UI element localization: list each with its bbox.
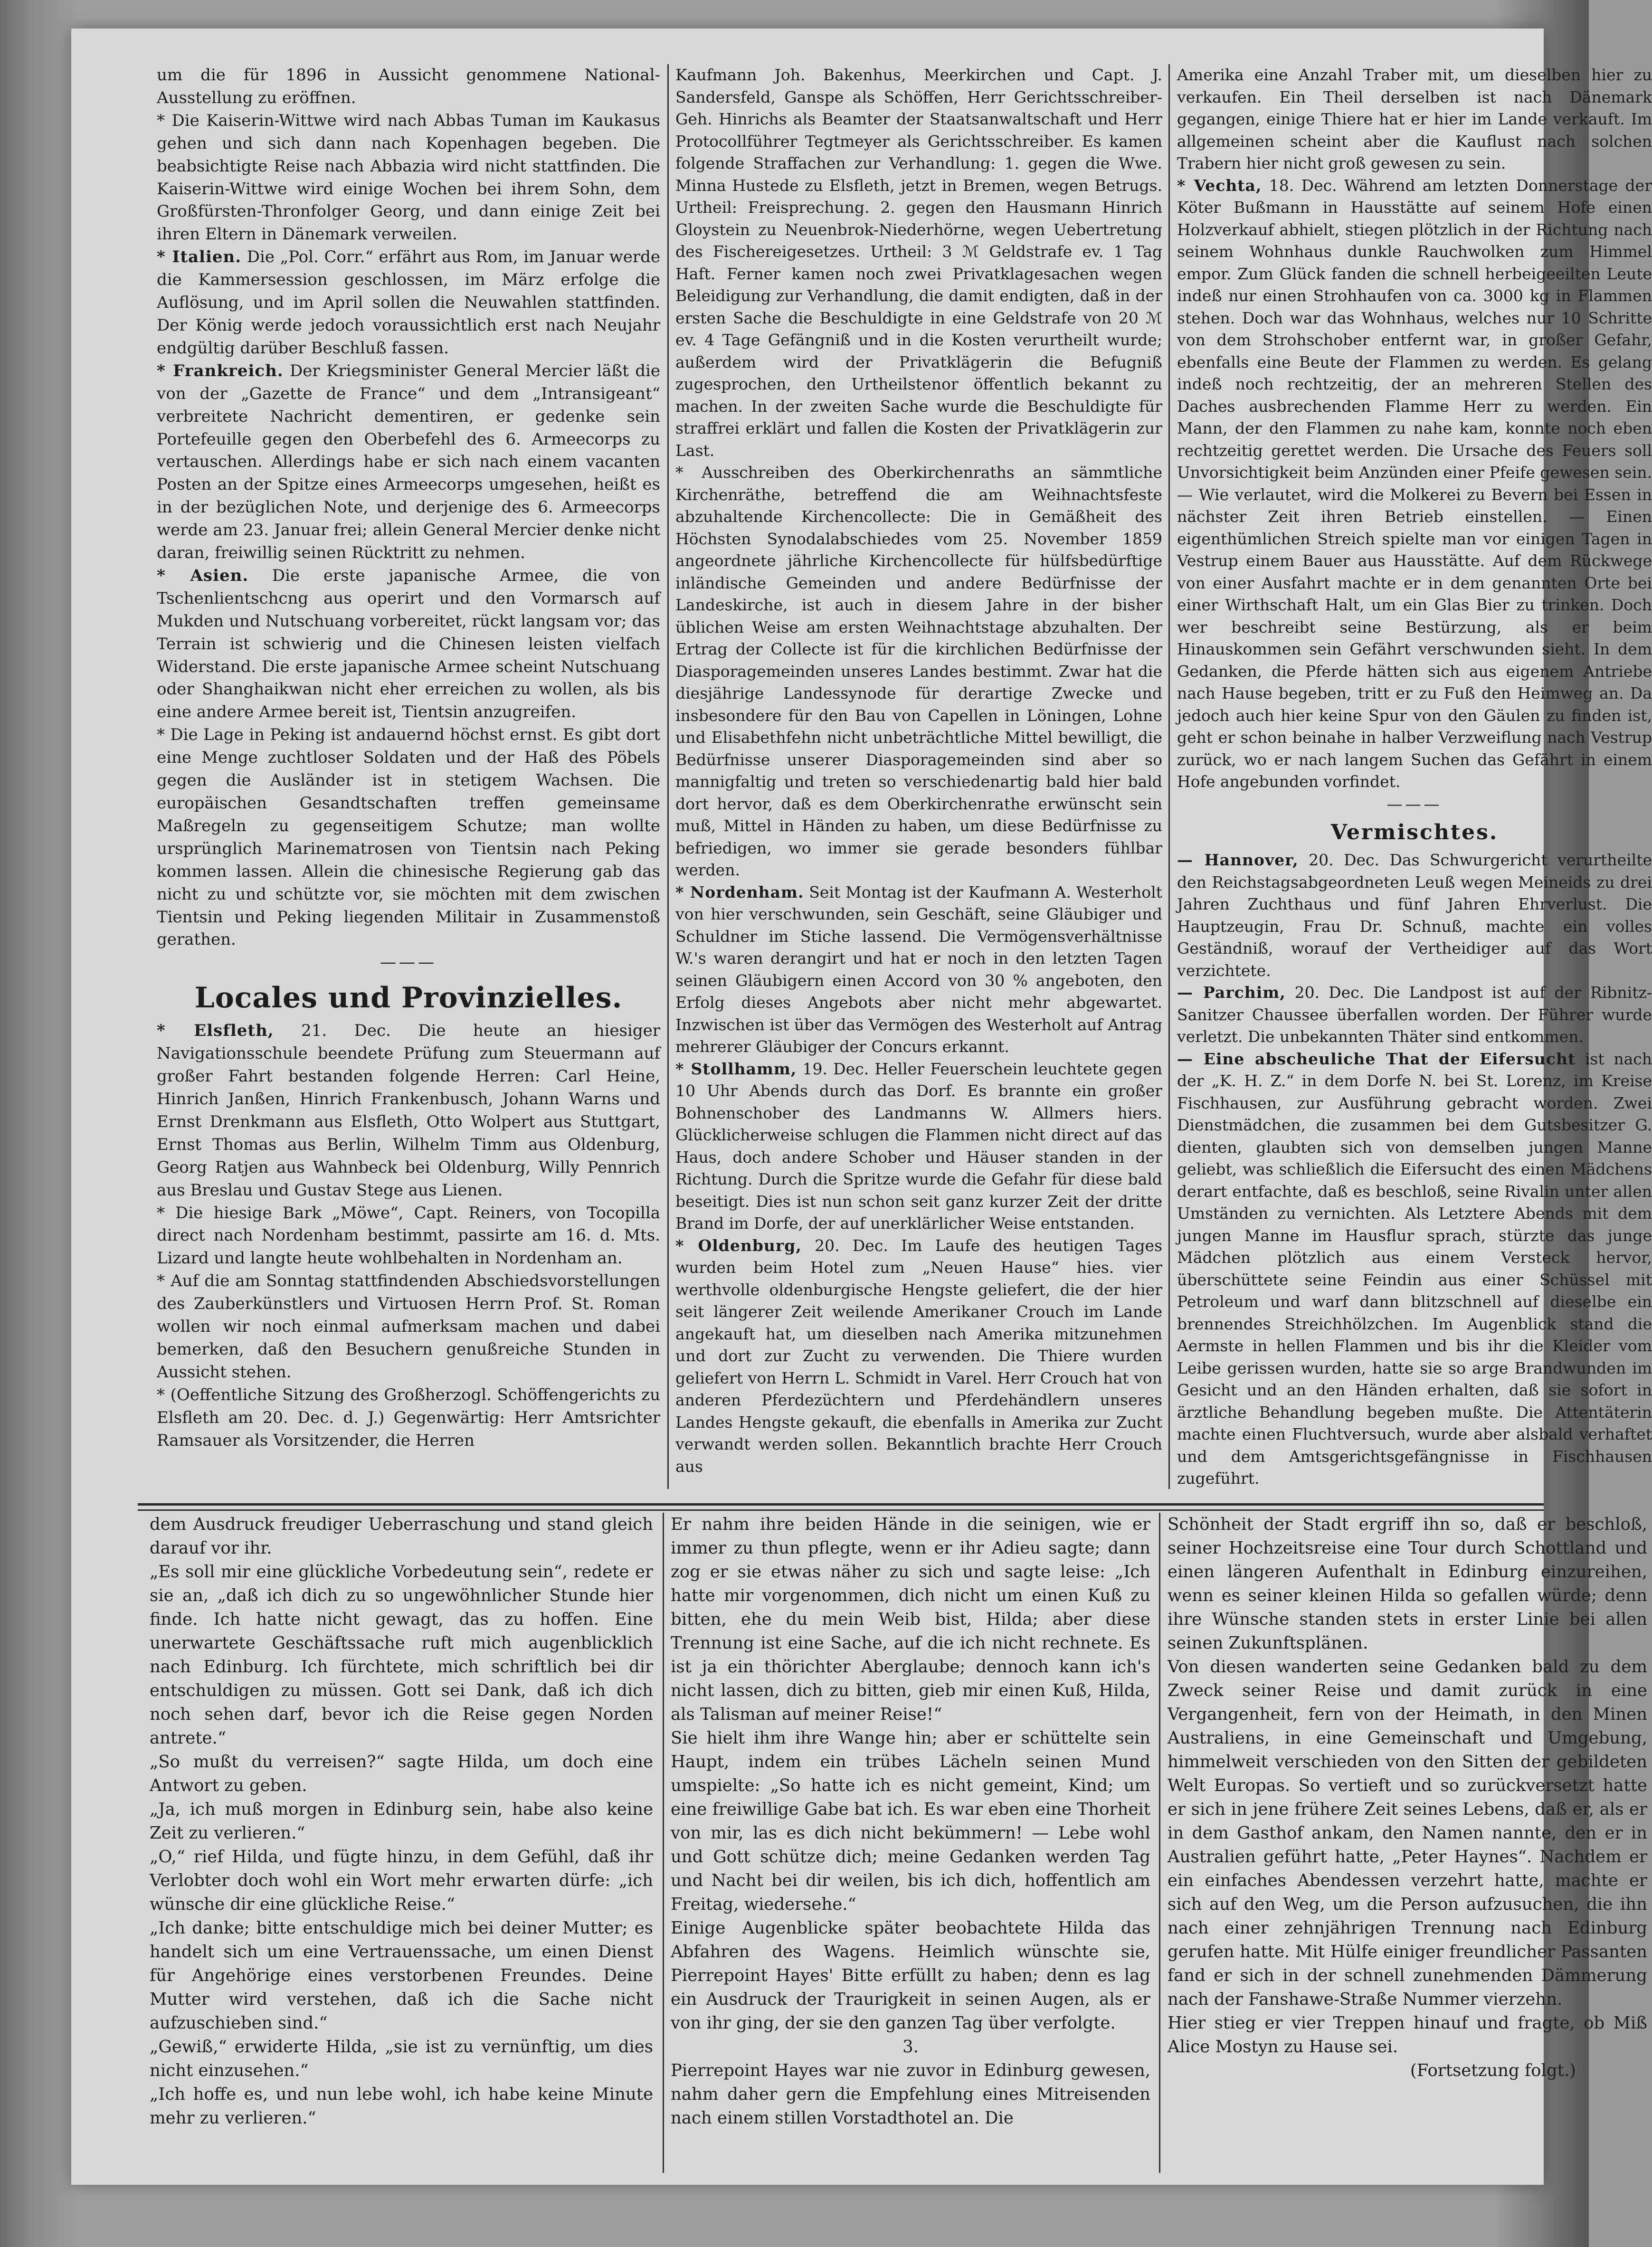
dateline: — Parchim, bbox=[1177, 983, 1286, 1002]
feuilleton-column-2 bbox=[671, 1513, 1150, 2178]
continuation-note: (Fortsetzung folgt.) bbox=[1410, 2061, 1576, 2080]
dateline: * Vechta, bbox=[1177, 176, 1262, 195]
paragraph-text: „O,“ rief Hilda, und fügte hinzu, in dem Gefühl, daß ihr Verlobter doch wohl ein Wort mehr erwarten dürfe: „ich wünsche dir eine glückliche Reise.“ bbox=[150, 1847, 653, 1914]
dateline: * Italien. bbox=[157, 247, 242, 267]
article-paragraph bbox=[157, 360, 660, 565]
article-paragraph bbox=[1168, 1655, 1647, 2011]
paragraph-text: * Die Lage in Peking ist andauernd höchst ernst. Es gibt dort eine Menge zuchtloser Soldaten und der Haß des Pöbels gegen die Ausländer ist in stetigem Wachsen. Die europäischen Gesandtschaften treffen gemeinsame Maßregeln zu gegenseitigem Schutze; man wollte ursprünglich Marinematrosen von Tientsin nach Peking kommen lassen. Allein die chinesische Regierung gab das nicht zu und schützte vor, sie möchten mit dem zwischen Tientsin und Peking liegenden Militair in Zusammenstoß gerathen. bbox=[157, 725, 660, 949]
article-paragraph bbox=[1177, 64, 1652, 175]
article-paragraph bbox=[157, 1384, 660, 1452]
article-paragraph bbox=[157, 1202, 660, 1270]
feuilleton-column-3 bbox=[1168, 1513, 1647, 2178]
paragraph-text: „Ich hoffe es, und nun lebe wohl, ich habe keine Minute mehr zu verlieren.“ bbox=[150, 2085, 653, 2128]
feuilleton-separator-thin bbox=[138, 1509, 1544, 1511]
article-paragraph bbox=[150, 1916, 653, 2035]
dateline: — Eine abscheuliche That der Eifersucht bbox=[1177, 1049, 1576, 1068]
paragraph-text: „Es soll mir eine glückliche Vorbedeutung sein“, redete er sie an, „daß ich dich zu so ungewöhnlicher Stunde hier finde. Ich hatte nicht gewagt, das zu hoffen. Eine unerwartete Geschäftssache ruft mich augenblicklich nach Edinburg. Ich fürchtete, mich schriftlich bei dir entschuldigen zu müssen. Gott sei Dank, daß ich dich noch sehen darf, bevor ich die Reise gegen Norden antrete.“ bbox=[150, 1562, 653, 1748]
paragraph-text: Sie hielt ihm ihre Wange hin; aber er schüttelte sein Haupt, indem ein trübes Lächeln seinen Mund umspielte: „So hatte ich es nicht gemeint, Kind; um eine freiwillige Gabe bat ich. Es war eben eine Thorheit von mir, las es dich nicht bekümmern! — Lebe wohl und Gott schütze dich; meine Gedanken werden Tag und Nacht bei dir weilen, bis ich dich, hoffentlich am Freitag, wiedersehe.“ bbox=[671, 1728, 1150, 1914]
column-rule-1 bbox=[667, 64, 669, 1489]
dateline: * Asien. bbox=[157, 566, 249, 585]
paragraph-text: Seit Montag ist der Kaufmann A. Westerholt von hier verschwunden, sein Geschäft, seine Gläubiger und Schuldner im Stiche lassend. Die Vermögensverhältnisse W.'s waren derangirt und hat er noch in den letzten Tagen seinen Gläubigern einen Accord von 30 % angeboten, den Erfolg dieses Angebots aber nicht mehr abgewartet. Inzwischen ist über das Vermögen des Westerholt auf Antrag mehrerer Gläubiger der Concurs erkannt. bbox=[675, 882, 1162, 1056]
article-paragraph bbox=[675, 1058, 1162, 1235]
dateline: * Stollhamm, bbox=[675, 1059, 797, 1078]
article-paragraph bbox=[671, 1916, 1150, 2035]
dateline: * Oldenburg, bbox=[675, 1236, 802, 1255]
paragraph-text: Kaufmann Joh. Bakenhus, Meerkirchen und Capt. J. Sandersfeld, Ganspe als Schöffen, Herr Gerichtsschreiber-Geh. Hinrichs als Beamter der Staatsanwaltschaft und Herr Protocollführer Tegtmeyer als Gerichtsschreiber. Es kamen folgende Straffachen zur Verhandlung: 1. gegen die Wwe. Minna Hustede zu Elsfleth, jetzt in Bremen, wegen Betrugs. Urtheil: Freisprechung. 2. gegen den Hausmann Hinrich Gloystein zu Neuenbrok-Niederhörne, wegen Uebertretung des Fischereigesetzes. Urtheil: 3 ℳ Geldstrafe ev. 1 Tag Haft. Ferner kamen noch zwei Privatklagesachen wegen Beleidigung zur Verhandlung, die damit endigten, daß in der ersten Sache die Beschuldigte in eine Geldstrafe von 20 ℳ ev. 4 Tage Gefängniß und in die Kosten verurtheilt wurde; außerdem wird der Privatklägerin die Befugniß zugesprochen, den Urtheilstenor öffentlich bekannt zu machen. In der zweiten Sache wurde die Beschuldigte für straffrei erklärt und fallen die Kosten der Privatklägerin zur Last. bbox=[675, 66, 1162, 460]
article-paragraph bbox=[675, 1235, 1162, 1478]
dateline: * Frankreich. bbox=[157, 361, 284, 380]
article-paragraph bbox=[1177, 1048, 1652, 1490]
article-paragraph bbox=[157, 246, 660, 360]
paragraph-text: 18. Dec. Während am letzten Donnerstage der Köter Bußmann in Hausstätte auf seinem Hofe einen Holzverkauf abhielt, stiegen plötzlich in der Richtung nach seinem Wohnhaus dunkle Rauchwolken zum Himmel empor. Zum Glück fanden die schnell herbeigeeilten Leute indeß nur einen Strohhaufen von ca. 3000 kg in Flammen stehen. Doch war das Wohnhaus, welches nur 10 Schritte von dem Strohschober entfernt war, in großer Gefahr, ebenfalls eine Beute der Flammen zu werden. Es gelang indeß noch rechtzeitig, der an mehreren Stellen des Daches ausbrechenden Flamme Herr zu werden. Ein Mann, der den Flammen zu nahe kam, konnte noch eben rechtzeitig gerettet werden. Die Ursache des Feuers soll Unvorsichtigkeit beim Anzünden einer Pfeife gewesen sein. — Wie verlautet, wird die Molkerei zu Bevern bei Essen in nächster Zeit ihren Betrieb einstellen. — Einen eigenthümlichen Streich spielte man vor einigen Tagen in Vestrup einem Bauer aus Hausstätte. Auf dem Rückwege von einer Ausfahrt machte er in dem genannten Orte bei einer Wirthschaft Halt, um ein Glas Bier zu trinken. Doch wer beschreibt seine Bestürzung, als er beim Hinauskommen sein Gefährt verschwunden sieht. In dem Gedanken, die Pferde hätten sich aus eigenem Antriebe nach Hause begeben, tritt er zu Fuß den Heimweg an. Da jedoch auch hier keine Spur von den Gäulen zu finden ist, geht er schon beinahe in halber Verzweiflung nach Vestrup zurück, wo er nach langem Suchen das Gefährt in einem Hofe angebunden vorfindet. bbox=[1177, 176, 1652, 791]
section-header: Locales und Provinzielles. bbox=[194, 981, 623, 1015]
article-paragraph bbox=[150, 1750, 653, 1798]
article-paragraph bbox=[150, 1798, 653, 1845]
paragraph-text: Amerika eine Anzahl Traber mit, um dieselben hier zu verkaufen. Ein Theil derselben ist nach Dänemark gegangen, einige Thiere hat er hier im Lande verkauft. Im allgemeinen scheint aber die Kauflust nach solchen Trabern hier nicht groß gewesen zu sein. bbox=[1177, 66, 1652, 172]
paragraph-text: ist nach der „K. H. Z.“ in dem Dorfe N. bei St. Lorenz, im Kreise Fischhausen, zur Ausführung gebracht worden. Zwei Dienstmädchen, die zusammen bei dem Gutsbesitzer G. dienten, glaubten sich von demselben jungen Manne geliebt, was schließlich die Eifersucht des einen Mädchens derart entfachte, daß es beschloß, seine Rivalin unter allen Umständen zu vernichten. Als Letztere Abends mit dem jungen Manne im Hausflur sprach, stürzte das junge Mädchen plötzlich aus einem Versteck hervor, überschüttete seine Feindin aus einer Schüssel mit Petroleum und warf dann blitzschnell auf dieselbe ein brennendes Streichhölzchen. Im Augenblick stand die Aermste in hellen Flammen und bis ihr die Kleider vom Leibe gerissen wurden, hatte sie so arge Brandwunden im Gesicht und an den Händen erhalten, daß sie sofort in ärztliche Behandlung begeben mußte. Die Attentäterin machte einen Fluchtversuch, wurde aber alsbald verhaftet und dem Amtsgerichtsgefängnisse in Fischhausen zugeführt. bbox=[1177, 1049, 1652, 1488]
article-paragraph bbox=[157, 565, 660, 724]
newspaper-page bbox=[71, 28, 1652, 2185]
article-paragraph bbox=[157, 64, 660, 110]
article-paragraph bbox=[671, 1513, 1150, 1726]
article-paragraph bbox=[150, 1560, 653, 1750]
dateline: — Hannover, bbox=[1177, 851, 1299, 869]
paragraph-text: Einige Augenblicke später beobachtete Hilda das Abfahren des Wagens. Heimlich wünschte sie, Pierrepoint Hayes' Bitte erfüllt zu haben; denn es lag ein Ausdruck der Traurigkeit in seinen Augen, als er von ihr ging, der sie den ganzen Tag über verfolgte. bbox=[671, 1918, 1150, 2033]
article-paragraph bbox=[157, 724, 660, 951]
upper-column-2 bbox=[675, 64, 1162, 1491]
article-paragraph bbox=[675, 64, 1162, 462]
upper-column-3 bbox=[1177, 64, 1652, 1491]
chapter-number: 3. bbox=[902, 2037, 919, 2057]
paragraph-text: Pierrepoint Hayes war nie zuvor in Edinburg gewesen, nahm daher gern die Empfehlung eines Mitreisenden nach einem stillen Vorstadthotel an. Die bbox=[671, 2061, 1150, 2128]
paragraph-text: Der Kriegsminister General Mercier läßt die von der „Gazette de France“ und dem „Intransigeant“ verbreitete Nachricht dementiren, er gedenke sein Portefeuille gegen den Oberbefehl des 6. Armeecorps zu vertauschen. Allerdings habe er sich nach einem vacanten Posten an der Spitze eines Armeecorps umgesehen, heißt es in der bezüglichen Note, und derjenige des 6. Armeecorps werde am 23. Januar frei; allein General Mercier denke nicht daran, freiwillig seinen Rücktritt zu nehmen. bbox=[157, 361, 660, 563]
section-header: Vermischtes. bbox=[1330, 820, 1499, 844]
column-rule-2 bbox=[1168, 64, 1170, 1489]
paragraph-text: „Ja, ich muß morgen in Edinburg sein, habe also keine Zeit zu verlieren.“ bbox=[150, 1800, 653, 1843]
feuilleton-rule-1 bbox=[663, 1513, 664, 2173]
paragraph-text: Schönheit der Stadt ergriff ihn so, daß er beschloß, seiner Hochzeitsreise eine Tour durch Schottland und einen längeren Aufenthalt in Edinburg einzureihen, wenn es seiner kleinen Hilda so gefallen würde; denn ihre Wünsche standen stets in erster Linie bei allen seinen Zukunftsplänen. bbox=[1168, 1515, 1647, 1653]
paragraph-text: Er nahm ihre beiden Hände in die seinigen, wie er immer zu thun pflegte, wenn er ihr Adieu sagte; dann zog er sie etwas näher zu sich und sagte leise: „Ich hatte mir vorgenommen, dich nicht um einen Kuß zu bitten, ehe du mein Weib bist, Hilda; aber diese Trennung ist eine Sache, auf die ich nicht rechnete. Es ist ja ein thörichter Aberglaube; dennoch kann ich's nicht lassen, dich zu bitten, gieb mir einen Kuß, Hilda, als Talisman auf meiner Reise!“ bbox=[671, 1515, 1150, 1724]
paragraph-text: 21. Dec. Die heute an hiesiger Navigationsschule beendete Prüfung zum Steuermann auf großer Fahrt bestanden folgende Herren: Carl Heine, Hinrich Janßen, Hinrich Frankenbusch, Johann Warns und Ernst Drenkmann aus Elsfleth, Otto Wolpert aus Stuttgart, Ernst Thomas aus Berlin, Wilhelm Timm aus Oldenburg, Georg Ratjen aus Wahnbeck bei Oldenburg, Willy Pennrich aus Breslau und Gustav Stege aus Lienen. bbox=[157, 1021, 661, 1200]
article-paragraph bbox=[157, 110, 660, 246]
article-paragraph bbox=[157, 1270, 660, 1384]
article-paragraph bbox=[157, 1020, 660, 1202]
paragraph-text: * Die Kaiserin-Wittwe wird nach Abbas Tuman im Kaukasus gehen und sich dann nach Kopenhagen begeben. Die beabsichtigte Reise nach Abbazia wird nicht stattfinden. Die Kaiserin-Wittwe wird einige Wochen bei ihrem Sohn, dem Großfürsten-Thronfolger Georg, und dann einige Zeit bei ihren Eltern in Dänemark verweilen. bbox=[157, 111, 660, 244]
paragraph-text: * (Oeffentliche Sitzung des Großherzogl. Schöffengerichts zu Elsfleth am 20. Dec. d. J.) Gegenwärtig: Herr Amtsrichter Ramsauer als Vorsitzender, die Herren bbox=[157, 1385, 660, 1450]
article-paragraph bbox=[1177, 982, 1652, 1048]
paragraph-text: 20. Dec. Das Schwurgericht verurtheilte den Reichstagsabgeordneten Leuß wegen Meineids zu drei Jahren Zuchthaus und fünf Jahren Ehrverlust. Die Hauptzeugin, Frau Dr. Schnuß, machte ein volles Geständniß, worauf der Vertheidiger auf das Wort verzichtete. bbox=[1177, 851, 1652, 980]
paragraph-text: * Ausschreiben des Oberkirchenraths an sämmtliche Kirchenräthe, betreffend die am Weihnachtsfeste abzuhaltende Kirchencollecte: Die in Gemäßheit des Höchsten Synodalabschiedes vom 25. November 1859 angeordnete jährliche Kirchencollecte für hülfsbedürftige inländische Gemeinden und andere Bedürfnisse der Landeskirche, ist auch in diesem Jahre in der bisher üblichen Weise am ersten Weihnachtstage abzuhalten. Der Ertrag der Collecte ist für die kirchlichen Bedürfnisse der Diasporagemeinden unseres Landes bestimmt. Zwar hat die diesjährige Landessynode für derartige Zwecke und insbesondere für den Bau von Capellen in Löningen, Lohne und Elisabethfehn nicht unbeträchtliche Mittel bewilligt, die Bedürfnisse unserer Diasporagemeinden sind aber so mannigfaltig und treten so verschiedenartig bald hier bald dort hervor, daß es dem Oberkirchenrathe erwünscht sein muß, Mittel in Händen zu haben, um diese Bedürfnisse zu befriedigen, wo immer sie gerade besonders fühlbar werden. bbox=[675, 463, 1162, 879]
paragraph-text: „So mußt du verreisen?“ sagte Hilda, um doch eine Antwort zu geben. bbox=[150, 1752, 653, 1795]
feuilleton-separator bbox=[138, 1503, 1544, 1506]
article-paragraph bbox=[1177, 175, 1652, 793]
paragraph-text: * Die hiesige Bark „Möwe“, Capt. Reiners, von Tocopilla direct nach Nordenham bestimmt, passirte am 16. d. Mts. Lizard und langte heute wohlbehalten in Nordenham an. bbox=[157, 1203, 660, 1268]
paragraph-text: Die erste japanische Armee, die von Tschenlientschcng aus operirt und den Vormarsch auf Mukden und Nutschuang vorbereitet, rückt langsam vor; das Terrain ist schwierig und die Chinesen leisten vielfach Widerstand. Die erste japanische Armee scheint Nutschuang oder Shanghaikwan nicht eher erreichen zu wollen, als bis eine andere Armee bereit ist, Tientsin anzugreifen. bbox=[157, 566, 660, 722]
paragraph-text: „Ich danke; bitte entschuldige mich bei deiner Mutter; es handelt sich um eine Vertrauenssache, um einen Dienst für Angehörige eines verstorbenen Freundes. Deine Mutter wird verstehen, daß ich die Sache nicht aufzuschieben sind.“ bbox=[150, 1918, 653, 2033]
paragraph-text: „Gewiß,“ erwiderte Hilda, „sie ist zu vernünftig, um dies nicht einzusehen.“ bbox=[150, 2037, 653, 2080]
separator-dash: ——— bbox=[1386, 794, 1443, 813]
paragraph-text: 20. Dec. Die Landpost ist auf der Ribnitz-Sanitzer Chaussee überfallen worden. Der Führer wurde verletzt. Die unbekannten Thäter sind entkommen. bbox=[1177, 983, 1652, 1046]
paragraph-text: um die für 1896 in Aussicht genommene National-Ausstellung zu eröffnen. bbox=[157, 66, 660, 107]
article-paragraph bbox=[150, 2083, 653, 2130]
upper-column-1 bbox=[157, 64, 660, 1491]
paragraph-text: 20. Dec. Im Laufe des heutigen Tages wurden beim Hotel zum „Neuen Hause“ hies. vier werthvolle oldenburgische Hengste geliefert, die der hier seit längerer Zeit weilende Amerikaner Crouch im Lande angekauft hat, um dieselben nach Amerika mitzunehmen und dort zur Zucht zu verwenden. Die Thiere wurden geliefert von Herrn L. Schmidt in Varel. Herr Crouch hat von anderen Pferdezüchtern und Pferdehändlern unseres Landes Hengste gekauft, die ebenfalls in Amerika zur Zucht verwandt werden sollen. Bekanntlich brachte Herr Crouch aus bbox=[675, 1236, 1163, 1476]
feuilleton-rule-2 bbox=[1159, 1513, 1160, 2173]
paragraph-text: Von diesen wanderten seine Gedanken bald zu dem Zweck seiner Reise und damit zurück in eine Vergangenheit, fern von der Heimath, in den Minen Australiens, in eine Gemeinschaft und Umgebung, himmelweit verschieden von den Sitten der gebildeten Welt Europas. So vertieft und so zurückversetzt hatte er sich in jene frühere Zeit seines Lebens, daß er, als er in dem Gasthof ankam, den Namen nannte, den er in Australien geführt hatte, „Peter Haynes“. Nachdem er ein einfaches Abendessen verzehrt hatte, machte er sich auf den Weg, um die Person aufzusuchen, die ihn nach einer zehnjährigen Trennung nach Edinburg gerufen hatte. Mit Hülfe einiger freundlicher Passanten fand er sich in der schnell zunehmenden Dämmerung nach der Fanshawe-Straße Nummer vierzehn. bbox=[1168, 1657, 1647, 2009]
article-paragraph bbox=[150, 1513, 653, 1560]
article-paragraph bbox=[675, 462, 1162, 882]
article-paragraph bbox=[150, 2035, 653, 2083]
paragraph-text: 19. Dec. Heller Feuerschein leuchtete gegen 10 Uhr Abends durch das Dorf. Es brannte ein großer Bohnenschober des Landmanns W. Allmers hiers. Glücklicherweise schlugen die Flammen nicht direct auf das Haus, doch andere Schober und Häuser standen in der Richtung. Durch die Spritze wurde die Gefahr für diese bald beseitigt. Dies ist nun schon seit ganz kurzer Zeit der dritte Brand im Dorfe, der auf unerklärlicher Weise entstanden. bbox=[675, 1059, 1163, 1233]
article-paragraph bbox=[1168, 2011, 1647, 2059]
article-paragraph bbox=[671, 2059, 1150, 2130]
paragraph-text: dem Ausdruck freudiger Ueberraschung und stand gleich darauf vor ihr. bbox=[150, 1515, 653, 1558]
dateline: * Nordenham. bbox=[675, 882, 804, 901]
article-paragraph bbox=[1177, 849, 1652, 982]
paragraph-text: Die „Pol. Corr.“ erfährt aus Rom, im Januar werde die Kammersession geschlossen, im März erfolge die Auflösung, und im April sollen die Neuwahlen stattfinden. Der König werde jedoch voraussichtlich erst nach Neujahr endgültig darüber Beschluß fassen. bbox=[157, 247, 661, 358]
separator-dash: ——— bbox=[380, 953, 437, 972]
feuilleton-column-1 bbox=[150, 1513, 653, 2178]
dateline: * Elsfleth, bbox=[157, 1021, 274, 1041]
paragraph-text: Hier stieg er vier Treppen hinauf und fragte, ob Miß Alice Mostyn zu Hause sei. bbox=[1168, 2013, 1647, 2057]
paragraph-text: * Auf die am Sonntag stattfindenden Abschiedsvorstellungen des Zauberkünstlers und Virtuosen Herrn Prof. St. Roman wollen wir noch einmal aufmerksam machen und dabei bemerken, daß den Besuchern genußreiche Stunden in Aussicht stehen. bbox=[157, 1271, 660, 1382]
article-paragraph bbox=[671, 1726, 1150, 1916]
article-paragraph bbox=[1168, 1513, 1647, 1655]
article-paragraph bbox=[675, 882, 1162, 1058]
article-paragraph bbox=[150, 1845, 653, 1916]
